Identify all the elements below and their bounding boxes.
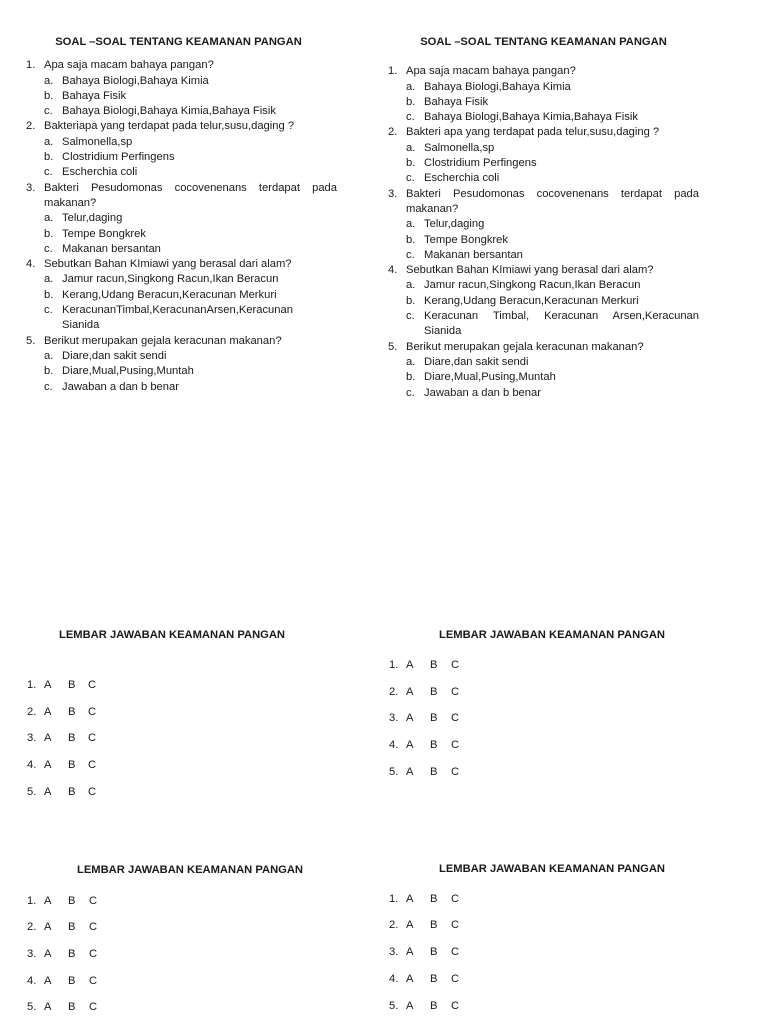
option-letter: c. [44, 380, 53, 393]
answer-number: 4. [27, 975, 37, 987]
choice-c[interactable]: C [451, 739, 460, 751]
choice-b[interactable]: B [430, 686, 438, 698]
option-letter: a. [44, 273, 54, 286]
answer-number: 5. [27, 1001, 37, 1013]
option-letter: c. [406, 310, 415, 323]
option-letter: a. [406, 80, 416, 93]
option-1b [26, 89, 337, 104]
option-3c [26, 242, 337, 257]
option-4a [26, 272, 337, 287]
choice-b[interactable]: B [68, 759, 76, 771]
option-2c [388, 171, 699, 186]
option-letter: c. [44, 105, 53, 118]
option-text: Bahaya Biologi,Bahaya Kimia [424, 80, 571, 93]
question-5 [388, 340, 699, 355]
choice-b[interactable]: B [430, 919, 438, 931]
option-letter: c. [44, 242, 53, 255]
question-2 [388, 125, 699, 140]
question-number: 3. [388, 187, 398, 200]
answer-number: 2. [27, 921, 37, 933]
question-text: Berikut merupakan gejala keracunan makanan? [44, 334, 282, 347]
choice-b[interactable]: B [430, 973, 438, 985]
option-letter: c. [406, 172, 415, 185]
answer-number: 2. [27, 706, 37, 718]
option-text: KeracunanTimbal,KeracunanArsen,Keracunan Sianida [62, 304, 293, 332]
option-text: Diare,Mual,Pusing,Muntah [62, 365, 194, 378]
option-text: Diare,dan sakit sendi [424, 355, 529, 368]
option-text: Tempe Bongkrek [62, 227, 146, 240]
answer-sheet-title-top-right: LEMBAR JAWABAN KEAMANAN PANGAN [438, 629, 666, 641]
choice-c[interactable]: C [89, 948, 98, 960]
answer-sheet-title-top-left: LEMBAR JAWABAN KEAMANAN PANGAN [58, 629, 286, 641]
choice-a[interactable]: A [406, 686, 414, 698]
option-letter: a. [44, 135, 54, 148]
answer-number: 1. [27, 895, 37, 907]
choice-c[interactable]: C [88, 706, 97, 718]
option-text: Bahaya Biologi,Bahaya Kimia,Bahaya Fisik [424, 111, 638, 124]
option-text: Tempe Bongkrek [424, 233, 508, 246]
choice-c[interactable]: C [89, 975, 98, 987]
question-number: 5. [26, 334, 36, 347]
option-text: Clostridium Perfingens [424, 157, 537, 170]
option-4c [388, 309, 699, 340]
option-2b [26, 150, 337, 165]
choice-a[interactable]: A [44, 732, 52, 744]
option-letter: a. [406, 355, 416, 368]
option-2c [26, 165, 337, 180]
answer-sheet-title-bottom-right: LEMBAR JAWABAN KEAMANAN PANGAN [438, 863, 666, 875]
option-letter: b. [44, 151, 54, 164]
option-letter: c. [44, 166, 53, 179]
question-text: Bakteriapa yang terdapat pada telur,susu,daging ? [44, 120, 295, 133]
choice-a[interactable]: A [406, 712, 414, 724]
choice-b[interactable]: B [430, 766, 438, 778]
option-1c [388, 110, 699, 125]
question-text: Berikut merupakan gejala keracunan makanan? [406, 340, 644, 353]
question-4 [26, 257, 337, 272]
option-text: Makanan bersantan [62, 242, 161, 255]
choice-a[interactable]: A [406, 766, 414, 778]
option-letter: a. [406, 218, 416, 231]
choice-a[interactable]: A [406, 739, 414, 751]
question-number: 2. [26, 120, 36, 133]
choice-a[interactable]: A [44, 1001, 52, 1013]
choice-a[interactable]: A [44, 786, 52, 798]
option-text: Escherchia coli [424, 172, 500, 185]
answer-number: 4. [389, 739, 399, 751]
question-4 [388, 263, 699, 278]
choice-b[interactable]: B [430, 659, 438, 671]
option-letter: b. [44, 227, 54, 240]
choice-b[interactable]: B [68, 786, 76, 798]
choice-b[interactable]: B [68, 975, 76, 987]
option-letter: b. [44, 288, 54, 301]
quiz-left [26, 35, 337, 395]
option-letter: b. [44, 89, 54, 102]
option-3b [388, 233, 699, 248]
choice-a[interactable]: A [44, 706, 52, 718]
answer-sheet-title-bottom-left: LEMBAR JAWABAN KEAMANAN PANGAN [76, 864, 304, 876]
choice-a[interactable]: A [406, 893, 414, 905]
choice-a[interactable]: A [406, 919, 414, 931]
choice-b[interactable]: B [430, 946, 438, 958]
choice-c[interactable]: C [88, 786, 97, 798]
option-letter: a. [406, 279, 416, 292]
question-3 [388, 187, 699, 218]
choice-c[interactable]: C [451, 712, 460, 724]
choice-a[interactable]: A [406, 1000, 414, 1012]
option-2a [388, 141, 699, 156]
option-text: Keracunan Timbal, Keracunan Arsen,Keracunan Sianida [424, 310, 699, 338]
option-1c [26, 104, 337, 119]
choice-c[interactable]: C [451, 686, 460, 698]
option-2a [26, 135, 337, 150]
option-5a [26, 349, 337, 364]
choice-c[interactable]: C [451, 893, 460, 905]
answer-number: 2. [389, 686, 399, 698]
option-3a [388, 217, 699, 232]
option-text: Jamur racun,Singkong Racun,Ikan Beracun [62, 273, 279, 286]
question-number: 1. [388, 65, 398, 78]
option-letter: b. [406, 294, 416, 307]
choice-b[interactable]: B [430, 712, 438, 724]
option-2b [388, 156, 699, 171]
option-text: Escherchia coli [62, 166, 138, 179]
answer-number: 3. [389, 946, 399, 958]
option-text: Clostridium Perfingens [62, 151, 175, 164]
option-text: Bahaya Fisik [62, 89, 127, 102]
answer-number: 2. [389, 919, 399, 931]
choice-b[interactable]: B [68, 921, 76, 933]
option-5a [388, 355, 699, 370]
option-5b [26, 364, 337, 379]
option-1a [26, 74, 337, 89]
option-letter: a. [44, 74, 54, 87]
choice-c[interactable]: C [451, 946, 460, 958]
choice-c[interactable]: C [451, 973, 460, 985]
choice-c[interactable]: C [89, 895, 98, 907]
option-letter: b. [44, 365, 54, 378]
option-text: Jamur racun,Singkong Racun,Ikan Beracun [424, 279, 641, 292]
question-text: Sebutkan Bahan KImiawi yang berasal dari alam? [44, 258, 292, 271]
option-letter: c. [406, 111, 415, 124]
option-text: Salmonella,sp [424, 141, 495, 154]
choice-b[interactable]: B [430, 893, 438, 905]
answer-number: 3. [27, 732, 37, 744]
option-text: Bahaya Biologi,Bahaya Kimia [62, 74, 209, 87]
answer-number: 5. [27, 786, 37, 798]
answer-number: 5. [389, 766, 399, 778]
question-text: Sebutkan Bahan KImiawi yang berasal dari alam? [406, 264, 654, 277]
question-text: Bakteri Pesudomonas cocovenenans terdapat pada makanan? [406, 187, 699, 215]
option-letter: c. [406, 248, 415, 261]
choice-c[interactable]: C [88, 759, 97, 771]
option-1b [388, 95, 699, 110]
choice-c[interactable]: C [88, 679, 97, 691]
question-text: Apa saja macam bahaya pangan? [406, 65, 576, 78]
answer-number: 5. [389, 1000, 399, 1012]
question-5 [26, 334, 337, 349]
option-text: Jawaban a dan b benar [62, 380, 179, 393]
option-text: Telur,daging [424, 218, 485, 231]
option-5c [26, 380, 337, 395]
option-1a [388, 80, 699, 95]
question-2 [26, 119, 337, 134]
choice-b[interactable]: B [68, 706, 76, 718]
choice-a[interactable]: A [44, 975, 52, 987]
option-4a [388, 278, 699, 293]
question-text: Apa saja macam bahaya pangan? [44, 59, 214, 72]
question-list [388, 64, 699, 401]
option-letter: b. [406, 233, 416, 246]
question-number: 4. [388, 264, 398, 277]
choice-b[interactable]: B [68, 895, 76, 907]
option-letter: a. [44, 212, 54, 225]
option-letter: c. [406, 386, 415, 399]
option-5b [388, 370, 699, 385]
choice-a[interactable]: A [44, 948, 52, 960]
option-text: Bahaya Biologi,Bahaya Kimia,Bahaya Fisik [62, 105, 276, 118]
choice-b[interactable]: B [68, 948, 76, 960]
choice-c[interactable]: C [451, 919, 460, 931]
option-letter: b. [406, 157, 416, 170]
option-text: Bahaya Fisik [424, 95, 489, 108]
option-4b [26, 288, 337, 303]
choice-b[interactable]: B [68, 1001, 76, 1013]
choice-a[interactable]: A [406, 946, 414, 958]
question-1 [388, 64, 699, 79]
option-text: Jawaban a dan b benar [424, 386, 541, 399]
option-text: Salmonella,sp [62, 135, 133, 148]
question-list [26, 58, 337, 395]
option-text: Makanan bersantan [424, 248, 523, 261]
answer-number: 1. [389, 893, 399, 905]
option-letter: b. [406, 371, 416, 384]
choice-c[interactable]: C [451, 659, 460, 671]
choice-b[interactable]: B [68, 732, 76, 744]
option-3b [26, 227, 337, 242]
choice-a[interactable]: A [44, 759, 52, 771]
option-letter: c. [44, 304, 53, 317]
question-number: 2. [388, 126, 398, 139]
question-number: 4. [26, 258, 36, 271]
answer-number: 3. [27, 948, 37, 960]
choice-c[interactable]: C [89, 921, 98, 933]
option-3c [388, 248, 699, 263]
question-number: 3. [26, 181, 36, 194]
answer-number: 4. [389, 973, 399, 985]
choice-b[interactable]: B [68, 679, 76, 691]
answer-number: 1. [389, 659, 399, 671]
choice-a[interactable]: A [44, 895, 52, 907]
question-3 [26, 181, 337, 212]
answer-number: 1. [27, 679, 37, 691]
question-number: 1. [26, 59, 36, 72]
question-number: 5. [388, 340, 398, 353]
choice-a[interactable]: A [406, 973, 414, 985]
option-5c [388, 386, 699, 401]
quiz-right [388, 35, 699, 401]
answer-number: 3. [389, 712, 399, 724]
choice-c[interactable]: C [451, 766, 460, 778]
question-text: Bakteri Pesudomonas cocovenenans terdapat pada makanan? [44, 181, 337, 209]
choice-c[interactable]: C [88, 732, 97, 744]
choice-c[interactable]: C [451, 1000, 460, 1012]
option-letter: a. [406, 141, 416, 154]
choice-c[interactable]: C [89, 1001, 98, 1013]
choice-a[interactable]: A [44, 921, 52, 933]
quiz-title: SOAL –SOAL TENTANG KEAMANAN PANGAN [55, 36, 302, 48]
option-text: Kerang,Udang Beracun,Keracunan Merkuri [424, 294, 639, 307]
choice-a[interactable]: A [44, 679, 52, 691]
option-text: Telur,daging [62, 212, 123, 225]
choice-b[interactable]: B [430, 739, 438, 751]
question-text: Bakteri apa yang terdapat pada telur,susu,daging ? [406, 126, 660, 139]
option-letter: a. [44, 349, 54, 362]
option-4b [388, 294, 699, 309]
choice-b[interactable]: B [430, 1000, 438, 1012]
option-text: Kerang,Udang Beracun,Keracunan Merkuri [62, 288, 277, 301]
question-1 [26, 58, 337, 73]
choice-a[interactable]: A [406, 659, 414, 671]
answer-number: 4. [27, 759, 37, 771]
option-3a [26, 211, 337, 226]
option-text: Diare,dan sakit sendi [62, 349, 167, 362]
option-letter: b. [406, 95, 416, 108]
option-4c [26, 303, 337, 334]
quiz-title: SOAL –SOAL TENTANG KEAMANAN PANGAN [420, 36, 667, 48]
option-text: Diare,Mual,Pusing,Muntah [424, 371, 556, 384]
